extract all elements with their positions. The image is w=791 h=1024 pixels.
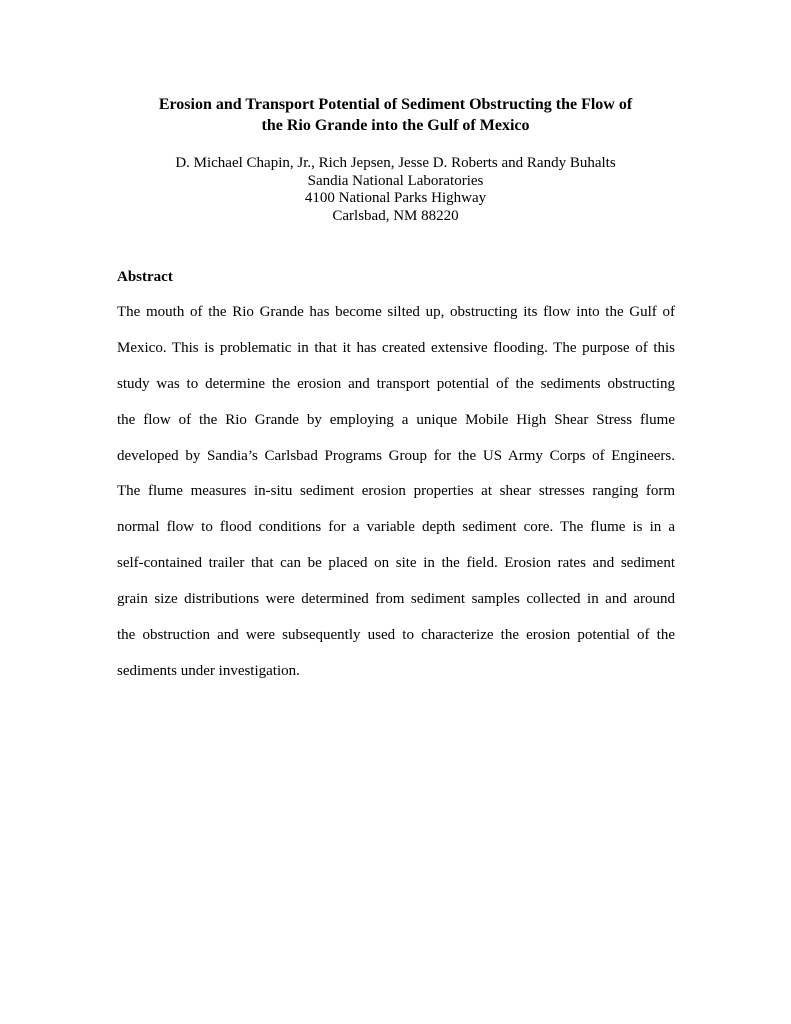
abstract-line: Mexico. This is problematic in that it has created extensive flooding. The purpose of this <box>117 339 675 356</box>
abstract-line: the flow of the Rio Grande by employing a unique Mobile High Shear Stress flume <box>117 411 675 428</box>
abstract-body <box>117 302 675 697</box>
abstract-line: self-contained trailer that can be placed on site in the field. Erosion rates and sediment <box>117 555 675 572</box>
author-city: Carlsbad, NM 88220 <box>332 207 459 224</box>
author-institution: Sandia National Laboratories <box>307 172 484 189</box>
author-names: D. Michael Chapin, Jr., Rich Jepsen, Jesse D. Roberts and Randy Buhalts <box>175 155 616 171</box>
paper-title-line-1: Erosion and Transport Potential of Sediment Obstructing the Flow of <box>158 96 633 113</box>
abstract-line: The mouth of the Rio Grande has become silted up, obstructing its flow into the Gulf of <box>117 304 675 320</box>
abstract-line: grain size distributions were determined from sediment samples collected in and around <box>117 591 675 608</box>
paper-title-line-2: the Rio Grande into the Gulf of Mexico <box>261 117 530 134</box>
author-block <box>100 155 691 225</box>
abstract-line: the obstruction and were subsequently used to characterize the erosion potential of the <box>117 627 675 644</box>
abstract-line: normal flow to flood conditions for a variable depth sediment core. The flume is in a <box>117 519 675 536</box>
abstract-line: developed by Sandia’s Carlsbad Programs Group for the US Army Corps of Engineers. <box>117 447 675 464</box>
abstract-line: sediments under investigation. <box>117 662 300 679</box>
abstract-line: study was to determine the erosion and transport potential of the sediments obstructing <box>117 375 675 392</box>
paper-title <box>100 94 691 136</box>
abstract-line: The flume measures in-situ sediment erosion properties at shear stresses ranging form <box>117 483 675 500</box>
abstract-heading: Abstract <box>117 269 173 285</box>
author-street-address: 4100 National Parks Highway <box>304 190 487 206</box>
